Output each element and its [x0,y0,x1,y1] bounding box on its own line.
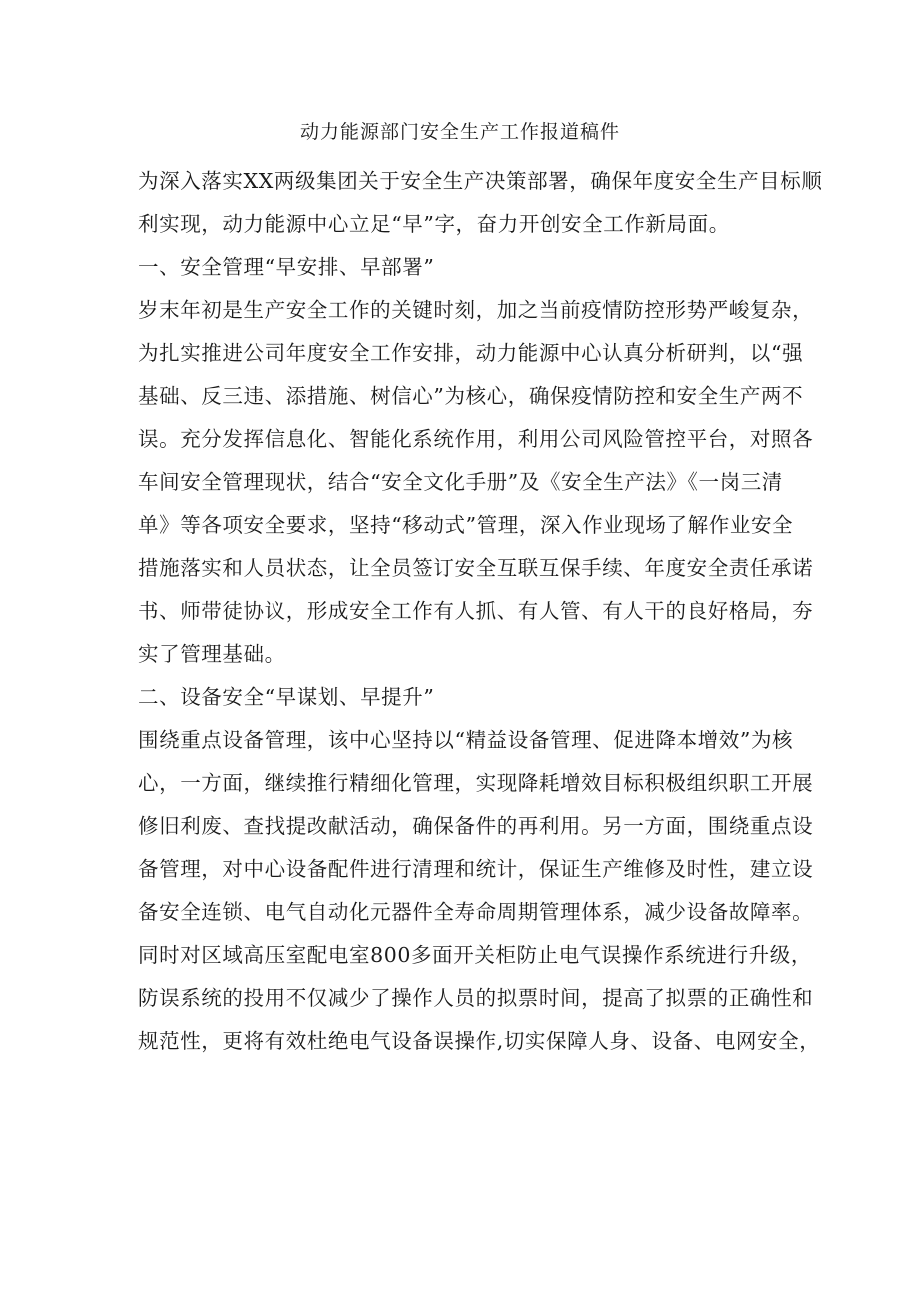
body-line: 规范性，更将有效杜绝电气设备误操作,切实保障人身、设备、电网安全， [138,1029,821,1053]
body-line: 修旧利废、查找提改献活动，确保备件的再利用。另一方面，围绕重点设 [138,814,814,838]
body-line: 防误系统的投用不仅减少了操作人员的拟票时间，提高了拟票的正确性和 [138,986,814,1010]
body-line: 基础、反三违、添措施、树信心”为核心，确保疫情防控和安全生产两不 [138,384,804,408]
body-line: 备管理，对中心设备配件进行清理和统计，保证生产维修及时性，建立设 [138,857,814,881]
body-line: 围绕重点设备管理，该中心坚持以“精益设备管理、促进降本增效”为核 [138,728,794,752]
body-line: 利实现，动力能源中心立足“早”字，奋力开创安全工作新局面。 [138,212,730,236]
document-body [138,160,823,1063]
body-line: 误。充分发挥信息化、智能化系统作用，利用公司风险管控平台，对照各 [138,427,814,451]
body-line: 岁末年初是生产安全工作的关键时刻，加之当前疫情防控形势严峻复杂， [138,298,814,322]
body-line: 为深入落实XX两级集团关于安全生产决策部署，确保年度安全生产目标顺 [138,169,823,193]
body-line: 为扎实推进公司年度安全工作安排，动力能源中心认真分析研判，以“强 [138,341,804,365]
body-line: 实了管理基础。 [138,642,286,666]
body-line: 备安全连锁、电气自动化元器件全寿命周期管理体系，减少设备故障率。 [138,900,814,924]
document-title: 动力能源部门安全生产工作报道稿件 [299,121,620,143]
body-line: 措施落实和人员状态，让全员签订安全互联互保手续、年度安全责任承诺 [138,556,814,580]
body-line: 心，一方面，继续推行精细化管理，实现降耗增效目标积极组织职工开展 [138,771,814,795]
body-line: 书、师带徒协议，形成安全工作有人抓、有人管、有人干的良好格局，夯 [138,599,814,623]
body-line: 车间安全管理现状，结合“安全文化手册”及《安全生产法》《一岗三清 [138,470,783,494]
body-line: 单》等各项安全要求，坚持“移动式”管理，深入作业现场了解作业安全 [138,513,794,537]
section-heading-2: 二、设备安全“早谋划、早提升” [138,685,435,709]
section-heading-1: 一、安全管理“早安排、早部署” [138,255,435,279]
body-line: 同时对区域高压室配电室800多面开关柜防止电气误操作系统进行升级， [138,943,812,967]
